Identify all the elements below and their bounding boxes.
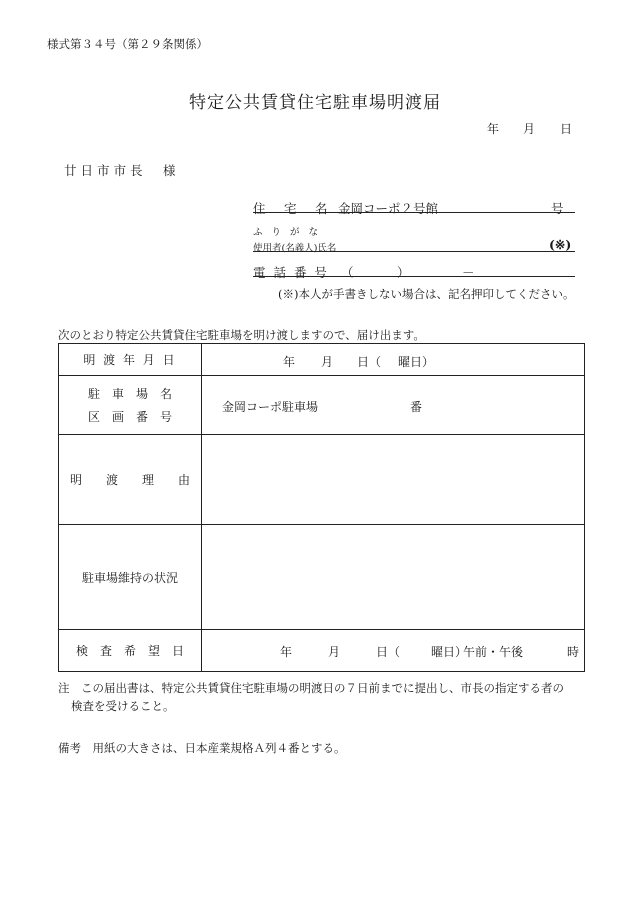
parking-name-label: 駐 車 場 名 区 画 番 号 — [59, 376, 202, 435]
stamp-note: (※)本人が手書きしない場合は、記名押印してください。 — [278, 287, 575, 301]
address-suffix: 号 — [551, 201, 564, 216]
parking-condition-field[interactable] — [202, 525, 585, 630]
addressee: 廿日市市長 様 — [64, 163, 180, 178]
address-label: 住 宅 名 — [253, 201, 331, 216]
table-row — [59, 630, 585, 672]
address-underline — [253, 212, 575, 213]
form-number: 様式第３４号（第２９条関係） — [47, 37, 208, 51]
inspection-date-label: 検 査 希 望 日 — [59, 630, 202, 672]
intro-text: 次のとおり特定公共賃貸住宅駐車場を明け渡しますので、届け出ます。 — [58, 328, 425, 342]
table-row — [59, 525, 585, 630]
parking-condition-label: 駐車場維持の状況 — [59, 525, 202, 630]
phone-open: （ — [341, 265, 354, 280]
vacate-date-field[interactable]: 年 月 日（ 曜日） — [202, 344, 585, 376]
phone-dash: － — [462, 265, 475, 280]
remark: 備考 用紙の大きさは、日本産業規格Ａ列４番とする。 — [58, 741, 346, 755]
name-mark: (※) — [549, 237, 572, 252]
name-underline[interactable] — [253, 251, 575, 252]
address-value[interactable]: 金岡コーポ２号館 — [338, 201, 439, 216]
submit-month-label: 月 — [523, 122, 536, 136]
name-label: 使用者(名義人)氏名 — [253, 243, 337, 254]
parking-name-field[interactable]: 金岡コーポ駐車場 番 — [202, 376, 585, 435]
table-row — [59, 435, 585, 525]
vacate-reason-field[interactable] — [202, 435, 585, 525]
phone-close: ） — [397, 265, 410, 280]
table-row — [59, 344, 585, 376]
note-line-1: 注 この届出書は、特定公共賃貸住宅駐車場の明渡日の７日前までに提出し、市長の指定する者の — [58, 681, 564, 695]
submit-day-label: 日 — [560, 122, 573, 136]
vacate-date-label: 明 渡 年 月 日 — [59, 344, 202, 376]
page-title: 特定公共賃貸住宅駐車場明渡届 — [189, 93, 441, 113]
form-table — [58, 343, 585, 672]
phone-underline[interactable] — [253, 276, 575, 277]
phone-label: 電 話 番 号 — [253, 265, 329, 280]
note-line-2: 検査を受けること。 — [71, 699, 175, 713]
vacate-reason-label: 明 渡 理 由 — [59, 435, 202, 525]
table-row — [59, 376, 585, 435]
furigana-label: ふ り が な — [253, 227, 322, 238]
inspection-date-field[interactable]: 年 月 日（ 曜日） 午前・午後 時 — [202, 630, 585, 672]
submit-year-label: 年 — [487, 122, 500, 136]
